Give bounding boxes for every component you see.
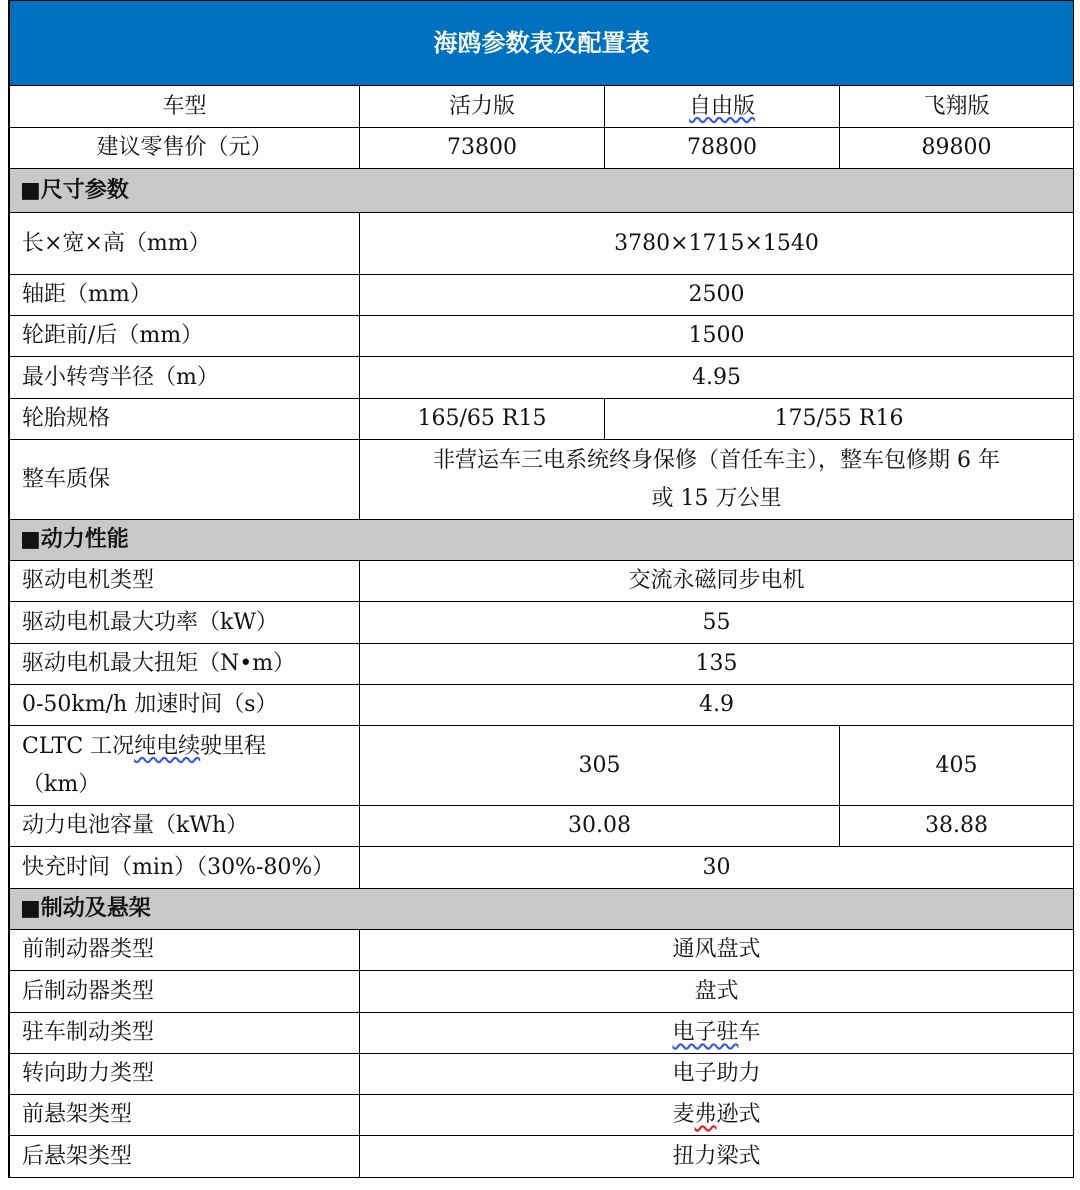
motor-type-label: 驱动电机类型 <box>10 561 360 602</box>
front-susp-value-prefix: 麦 <box>672 1102 695 1127</box>
table-row <box>10 357 1074 399</box>
battery-label: 动力电池容量（kWh） <box>10 806 360 847</box>
front-brake-label: 前制动器类型 <box>10 930 360 971</box>
table-row <box>10 806 1074 847</box>
rear-susp-value: 扭力梁式 <box>360 1136 1074 1178</box>
table-row <box>10 128 1074 169</box>
spec-sheet <box>8 0 1074 1178</box>
front-susp-value-suffix: 逊式 <box>716 1102 761 1127</box>
rear-susp-label: 后悬架类型 <box>10 1136 360 1178</box>
track-label: 轮距前/后（mm） <box>10 316 360 357</box>
motor-type-value: 交流永磁同步电机 <box>360 561 1074 602</box>
front-brake-value: 通风盘式 <box>360 930 1074 971</box>
park-value-suffix: 车 <box>738 1020 761 1045</box>
accel-value: 4.9 <box>360 685 1074 726</box>
max-power-value: 55 <box>360 602 1074 644</box>
range-label-prefix: CLTC 工况 <box>22 733 135 759</box>
battery-value-vitality-freedom: 30.08 <box>360 806 840 847</box>
range-label <box>10 726 360 806</box>
table-row <box>10 1013 1074 1054</box>
table-row <box>10 602 1074 644</box>
table-row <box>10 316 1074 357</box>
turning-label: 最小转弯半径（m） <box>10 357 360 399</box>
section-brake: ■制动及悬架 <box>10 889 1074 930</box>
table-row <box>10 561 1074 602</box>
section-header <box>10 520 1074 561</box>
model-label: 车型 <box>10 86 360 128</box>
tire-label: 轮胎规格 <box>10 399 360 440</box>
warranty-label: 整车质保 <box>10 440 360 520</box>
wheelbase-value: 2500 <box>360 275 1074 316</box>
table-row <box>10 685 1074 726</box>
wheelbase-label: 轴距（mm） <box>10 275 360 316</box>
section-header <box>10 169 1074 213</box>
table-row <box>10 86 1074 128</box>
warranty-line-1: 非营运车三电系统终身保修（首任车主），整车包修期 6 年 <box>433 447 1000 473</box>
tire-value-vitality: 165/65 R15 <box>360 399 605 440</box>
range-label-suffix: 驶里程 <box>200 733 267 759</box>
trim-freedom-label: 自由版 <box>688 93 755 119</box>
table-row <box>10 847 1074 889</box>
table-row <box>10 275 1074 316</box>
tire-value-other: 175/55 R16 <box>605 399 1074 440</box>
range-value-flying: 405 <box>840 726 1074 806</box>
trim-flying: 飞翔版 <box>840 86 1074 128</box>
price-freedom: 78800 <box>605 128 840 169</box>
front-susp-value-underlined: 弗 <box>694 1102 717 1127</box>
price-flying: 89800 <box>840 128 1074 169</box>
accel-label: 0-50km/h 加速时间（s） <box>10 685 360 726</box>
size-value: 3780×1715×1540 <box>360 213 1074 275</box>
table-row <box>10 644 1074 685</box>
park-label: 驻车制动类型 <box>10 1013 360 1054</box>
range-label-line-1 <box>22 728 353 766</box>
table-title: 海鸥参数表及配置表 <box>10 1 1074 86</box>
rear-brake-value: 盘式 <box>360 971 1074 1013</box>
price-vitality: 73800 <box>360 128 605 169</box>
turning-value: 4.95 <box>360 357 1074 399</box>
front-susp-label: 前悬架类型 <box>10 1095 360 1136</box>
battery-value-flying: 38.88 <box>840 806 1074 847</box>
section-header <box>10 889 1074 930</box>
range-label-line-2: （km） <box>22 771 101 797</box>
table-row <box>10 971 1074 1013</box>
trim-vitality: 活力版 <box>360 86 605 128</box>
max-torque-label: 驱动电机最大扭矩（N•m） <box>10 644 360 685</box>
table-row <box>10 1136 1074 1178</box>
spec-table <box>9 0 1074 1178</box>
front-susp-value <box>360 1095 1074 1136</box>
table-row <box>10 399 1074 440</box>
track-value: 1500 <box>360 316 1074 357</box>
table-row <box>10 213 1074 275</box>
table-row <box>10 726 1074 806</box>
fastcharge-label: 快充时间（min）（30%-80%） <box>10 847 360 889</box>
price-label: 建议零售价（元） <box>10 128 360 169</box>
table-row <box>10 930 1074 971</box>
max-torque-value: 135 <box>360 644 1074 685</box>
section-power: ■动力性能 <box>10 520 1074 561</box>
trim-freedom <box>605 86 840 128</box>
size-label: 长×宽×高（mm） <box>10 213 360 275</box>
range-label-underlined: 纯电续 <box>134 733 201 759</box>
warranty-value <box>360 440 1074 520</box>
rear-brake-label: 后制动器类型 <box>10 971 360 1013</box>
max-power-label: 驱动电机最大功率（kW） <box>10 602 360 644</box>
warranty-line-2: 或 15 万公里 <box>651 485 782 511</box>
steer-value: 电子助力 <box>360 1054 1074 1095</box>
range-value-vitality-freedom: 305 <box>360 726 840 806</box>
table-row <box>10 1054 1074 1095</box>
title-row <box>10 1 1074 86</box>
park-value-underlined: 电子驻 <box>672 1020 739 1045</box>
park-value <box>360 1013 1074 1054</box>
steer-label: 转向助力类型 <box>10 1054 360 1095</box>
section-dimensions: ■尺寸参数 <box>10 169 1074 213</box>
table-row <box>10 1095 1074 1136</box>
table-row <box>10 440 1074 520</box>
fastcharge-value: 30 <box>360 847 1074 889</box>
